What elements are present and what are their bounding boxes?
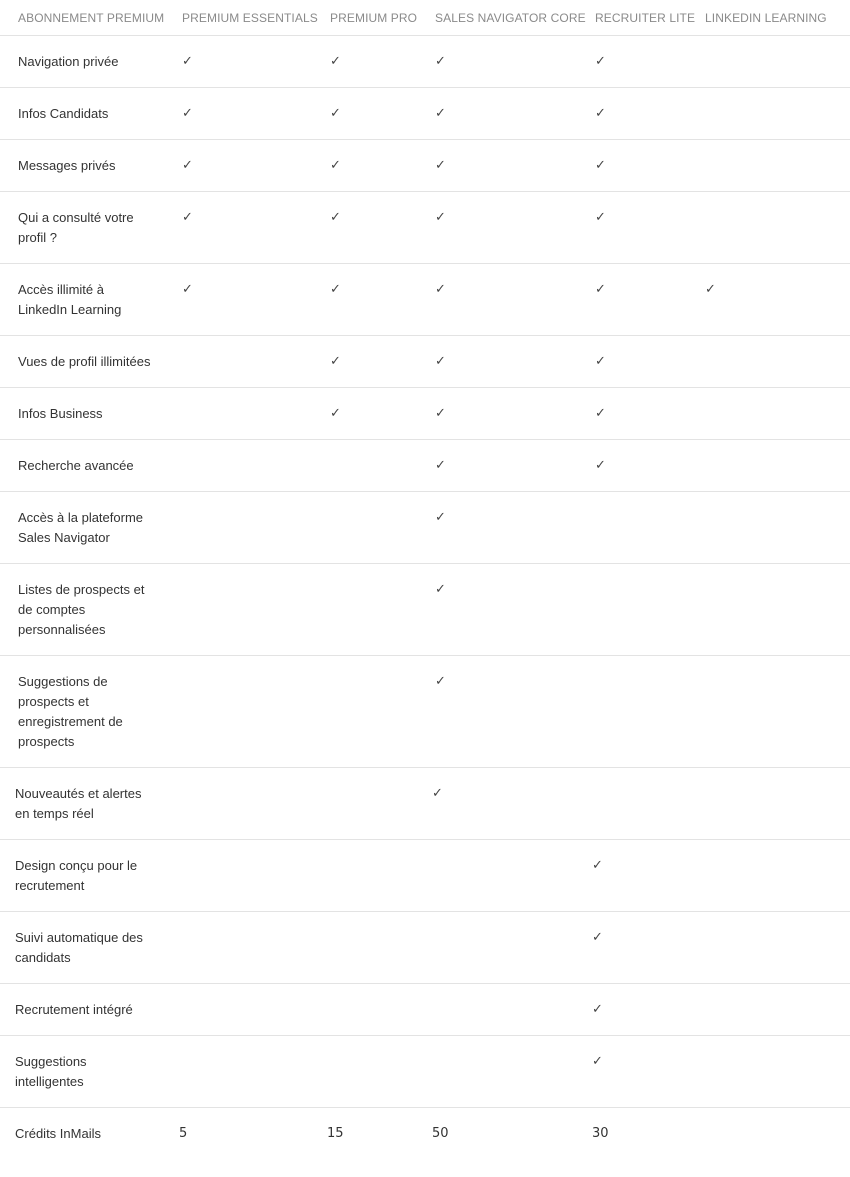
- cell-sales-navigator-core: [417, 912, 577, 984]
- check-icon-premium-pro: ✓: [312, 140, 417, 192]
- cell-premium-essentials: [164, 564, 312, 656]
- cell-premium-pro: [312, 984, 417, 1036]
- table-row: [0, 88, 850, 140]
- cell-premium-essentials: [164, 912, 312, 984]
- feature-label: Navigation privée: [0, 36, 164, 88]
- feature-label: Suivi automatique des candidats: [0, 912, 164, 984]
- check-icon-recruiter-lite: ✓: [577, 388, 687, 440]
- check-icon-recruiter-lite: ✓: [577, 140, 687, 192]
- cell-premium-pro: [312, 768, 417, 840]
- cell-linkedin-learning: [687, 984, 850, 1036]
- cell-linkedin-learning: [687, 656, 850, 768]
- column-header-abonnement-premium: ABONNEMENT PREMIUM: [0, 0, 164, 36]
- table-row: [0, 440, 850, 492]
- column-header-linkedin-learning: LINKEDIN LEARNING: [687, 0, 850, 36]
- cell-premium-essentials: [164, 1036, 312, 1108]
- check-icon-linkedin-learning: ✓: [687, 264, 850, 336]
- feature-label: Suggestions de prospects et enregistrement de prospects: [0, 656, 164, 768]
- cell-sales-navigator-core: 50: [432, 1126, 449, 1141]
- cell-linkedin-learning: [687, 336, 850, 388]
- cell-sales-navigator-core: [417, 984, 577, 1036]
- table-row: [0, 984, 850, 1036]
- check-icon-recruiter-lite: ✓: [577, 88, 687, 140]
- cell-premium-essentials: [164, 440, 312, 492]
- check-icon-premium-essentials: ✓: [164, 264, 312, 336]
- table-row: [0, 192, 850, 264]
- cell-linkedin-learning: [687, 840, 850, 912]
- check-icon-sales-navigator-core: ✓: [417, 336, 577, 388]
- cell-recruiter-lite: [577, 768, 687, 840]
- cell-linkedin-learning: [687, 140, 850, 192]
- check-icon-recruiter-lite: ✓: [577, 984, 687, 1036]
- check-icon-premium-pro: ✓: [312, 192, 417, 264]
- feature-label: Infos Candidats: [0, 88, 164, 140]
- feature-label: Accès à la plateforme Sales Navigator: [0, 492, 164, 564]
- check-icon-sales-navigator-core: ✓: [417, 656, 577, 768]
- table-header-row: [0, 0, 850, 36]
- column-header-recruiter-lite: RECRUITER LITE: [577, 0, 687, 36]
- feature-label: Vues de profil illimitées: [0, 336, 164, 388]
- column-header-premium-essentials: PREMIUM ESSENTIALS: [164, 0, 312, 36]
- feature-label: Infos Business: [0, 388, 164, 440]
- table-row: [0, 336, 850, 388]
- cell-linkedin-learning: [687, 192, 850, 264]
- cell-premium-pro: [312, 440, 417, 492]
- feature-label: Messages privés: [0, 140, 164, 192]
- cell-premium-essentials: [164, 768, 312, 840]
- check-icon-premium-essentials: ✓: [164, 36, 312, 88]
- table-row: [0, 656, 850, 768]
- check-icon-sales-navigator-core: ✓: [417, 768, 577, 840]
- check-icon-sales-navigator-core: ✓: [417, 140, 577, 192]
- cell-premium-essentials: 5: [179, 1126, 188, 1141]
- check-icon-sales-navigator-core: ✓: [417, 264, 577, 336]
- table-body: [0, 36, 850, 1160]
- table-row: [0, 1108, 850, 1160]
- cell-linkedin-learning: [687, 388, 850, 440]
- cell-recruiter-lite: [577, 492, 687, 564]
- check-icon-premium-pro: ✓: [312, 264, 417, 336]
- check-icon-recruiter-lite: ✓: [577, 1036, 687, 1108]
- cell-recruiter-lite: 30: [592, 1126, 609, 1141]
- check-icon-recruiter-lite: ✓: [577, 912, 687, 984]
- table-row: [0, 492, 850, 564]
- feature-label: Design conçu pour le recrutement: [0, 840, 164, 912]
- check-icon-premium-pro: ✓: [312, 388, 417, 440]
- feature-label: Listes de prospects et de comptes personnalisées: [0, 564, 164, 656]
- table-row: [0, 768, 850, 840]
- cell-premium-essentials: [164, 336, 312, 388]
- table-row: [0, 1036, 850, 1108]
- cell-premium-pro: [312, 912, 417, 984]
- cell-premium-pro: [312, 840, 417, 912]
- cell-recruiter-lite: [577, 656, 687, 768]
- check-icon-recruiter-lite: ✓: [577, 336, 687, 388]
- cell-premium-pro: [312, 492, 417, 564]
- column-header-premium-pro: PREMIUM PRO: [312, 0, 417, 36]
- check-icon-recruiter-lite: ✓: [577, 840, 687, 912]
- cell-premium-essentials: [164, 388, 312, 440]
- table-row: [0, 564, 850, 656]
- cell-linkedin-learning: [687, 36, 850, 88]
- cell-premium-essentials: [164, 984, 312, 1036]
- feature-label: Crédits InMails: [15, 1126, 101, 1141]
- feature-label: Qui a consulté votre profil ?: [0, 192, 164, 264]
- check-icon-premium-essentials: ✓: [164, 88, 312, 140]
- check-icon-sales-navigator-core: ✓: [417, 440, 577, 492]
- table-row: [0, 140, 850, 192]
- check-icon-sales-navigator-core: ✓: [417, 192, 577, 264]
- cell-premium-pro: 15: [327, 1126, 344, 1141]
- cell-premium-pro: [312, 656, 417, 768]
- check-icon-sales-navigator-core: ✓: [417, 36, 577, 88]
- cell-premium-essentials: [164, 492, 312, 564]
- check-icon-premium-pro: ✓: [312, 88, 417, 140]
- check-icon-sales-navigator-core: ✓: [417, 492, 577, 564]
- table-row: [0, 264, 850, 336]
- table-row: [0, 840, 850, 912]
- check-icon-premium-pro: ✓: [312, 336, 417, 388]
- cell-premium-essentials: [164, 656, 312, 768]
- check-icon-sales-navigator-core: ✓: [417, 564, 577, 656]
- table-row: [0, 36, 850, 88]
- cell-linkedin-learning: [687, 440, 850, 492]
- cell-linkedin-learning: [687, 1036, 850, 1108]
- feature-label: Recherche avancée: [0, 440, 164, 492]
- check-icon-recruiter-lite: ✓: [577, 36, 687, 88]
- cell-linkedin-learning: [687, 88, 850, 140]
- feature-label: Recrutement intégré: [0, 984, 164, 1036]
- check-icon-premium-essentials: ✓: [164, 140, 312, 192]
- cell-linkedin-learning: [687, 1108, 850, 1160]
- cell-premium-pro: [312, 1036, 417, 1108]
- column-header-sales-navigator-core: SALES NAVIGATOR CORE: [417, 0, 577, 36]
- cell-linkedin-learning: [687, 564, 850, 656]
- cell-linkedin-learning: [687, 492, 850, 564]
- feature-label: Suggestions intelligentes: [0, 1036, 164, 1108]
- check-icon-premium-essentials: ✓: [164, 192, 312, 264]
- cell-sales-navigator-core: [417, 1036, 577, 1108]
- cell-linkedin-learning: [687, 912, 850, 984]
- check-icon-recruiter-lite: ✓: [577, 440, 687, 492]
- check-icon-sales-navigator-core: ✓: [417, 88, 577, 140]
- cell-sales-navigator-core: [417, 840, 577, 912]
- check-icon-recruiter-lite: ✓: [577, 192, 687, 264]
- check-icon-recruiter-lite: ✓: [577, 264, 687, 336]
- cell-recruiter-lite: [577, 564, 687, 656]
- check-icon-sales-navigator-core: ✓: [417, 388, 577, 440]
- table-row: [0, 912, 850, 984]
- feature-label: Nouveautés et alertes en temps réel: [0, 768, 164, 840]
- cell-linkedin-learning: [687, 768, 850, 840]
- cell-premium-essentials: [164, 840, 312, 912]
- table-row: [0, 388, 850, 440]
- feature-label: Accès illimité à LinkedIn Learning: [0, 264, 164, 336]
- check-icon-premium-pro: ✓: [312, 36, 417, 88]
- cell-premium-pro: [312, 564, 417, 656]
